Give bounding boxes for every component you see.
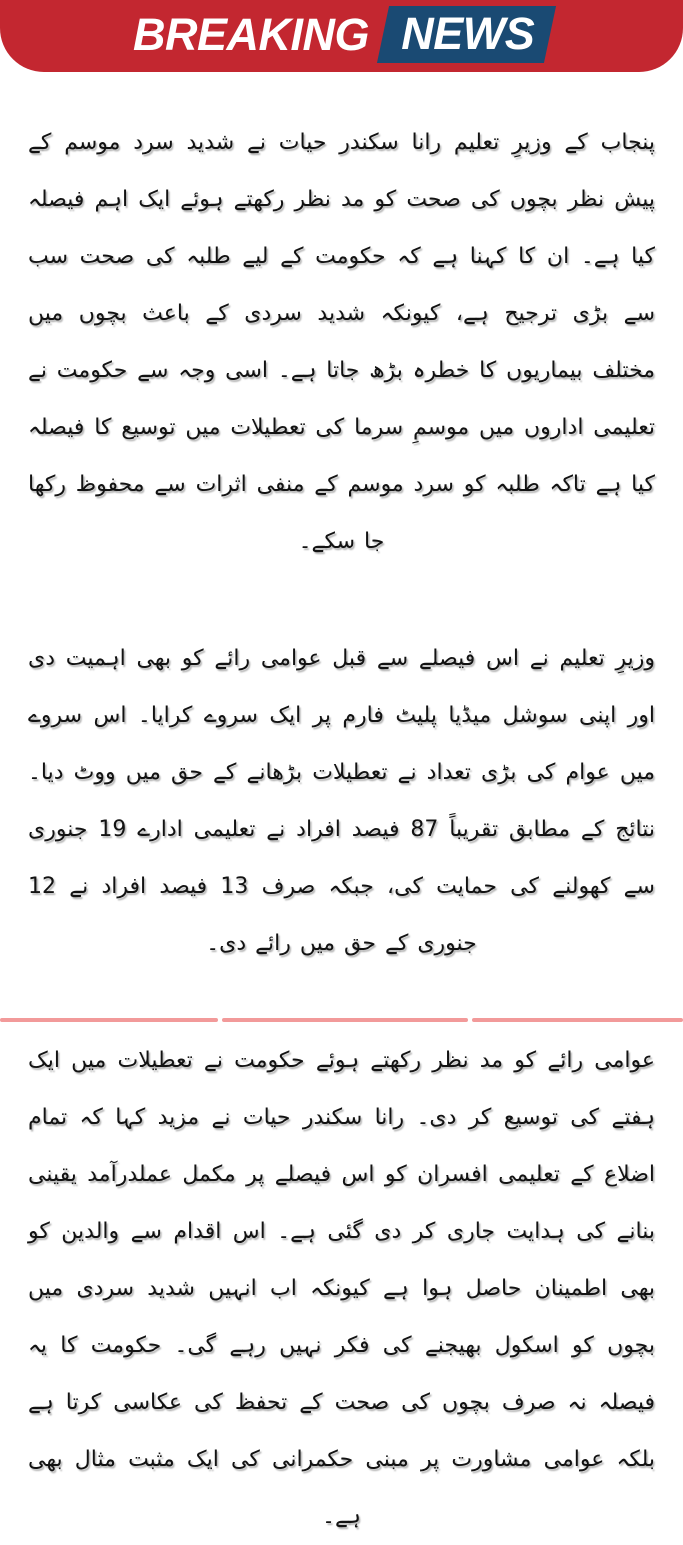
breaking-news-banner	[0, 0, 683, 72]
article-paragraph-3: عوامی رائے کو مد نظر رکھتے ہوئے حکومت نے تعطیلات میں ایک ہفتے کی توسیع کر دی۔ رانا سکندر حیات نے مزید کہا کہ تمام اضلاع کے تعلیمی افسران کو اس فیصلے پر مکمل عملدرآمد یقینی بنانے کی ہدایت جاری کر دی گئی ہے۔ اس اقدام سے والدین کو بھی اطمینان حاصل ہوا ہے کیونکہ اب انہیں شدید سردی میں بچوں کو اسکول بھیجنے کی فکر نہیں رہے گی۔ حکومت کا یہ فیصلہ نہ صرف بچوں کی صحت کے تحفظ کی عکاسی کرتا ہے بلکہ عوامی مشاورت پر مبنی حکمرانی کی ایک مثبت مثال بھی ہے۔	[28, 1048, 655, 1529]
banner-logo-group	[133, 6, 550, 63]
footer-divider	[0, 1018, 683, 1022]
breaking-label: BREAKING	[132, 8, 369, 60]
article-paragraph-1: پنجاب کے وزیرِ تعلیم رانا سکندر حیات نے شدید سرد موسم کے پیش نظر بچوں کی صحت کو مد نظر رکھتے ہوئے ایک اہم فیصلہ کیا ہے۔ ان کا کہنا ہے کہ حکومت کے لیے طلبہ کی صحت سب سے بڑی ترجیح ہے، کیونکہ شدید سردی کے باعث بچوں میں مختلف بیماریوں کا خطرہ بڑھ جاتا ہے۔ اسی وجہ سے حکومت نے تعلیمی اداروں میں موسمِ سرما کی تعطیلات میں توسیع کا فیصلہ کیا ہے تاکہ طلبہ کو سرد موسم کے منفی اثرات سے محفوظ رکھا جا سکے۔	[28, 130, 655, 554]
news-label: NEWS	[401, 7, 535, 59]
article-paragraph-2: وزیرِ تعلیم نے اس فیصلے سے قبل عوامی رائے کو بھی اہمیت دی اور اپنی سوشل میڈیا پلیٹ فارم پر ایک سروے کرایا۔ اس سروے میں عوام کی بڑی تعداد نے تعطیلات بڑھانے کے حق میں ووٹ دیا۔ نتائج کے مطابق تقریباً 87 فیصد افراد نے تعلیمی ادارے 19 جنوری سے کھولنے کی حمایت کی، جبکہ صرف 13 فیصد افراد نے 12 جنوری کے حق میں رائے دی۔	[28, 646, 655, 956]
footer-divider-segment	[222, 1018, 468, 1022]
news-label-box	[377, 6, 556, 63]
footer-divider-segment	[472, 1018, 683, 1022]
article-body	[0, 72, 683, 1545]
footer-divider-segment	[0, 1018, 218, 1022]
